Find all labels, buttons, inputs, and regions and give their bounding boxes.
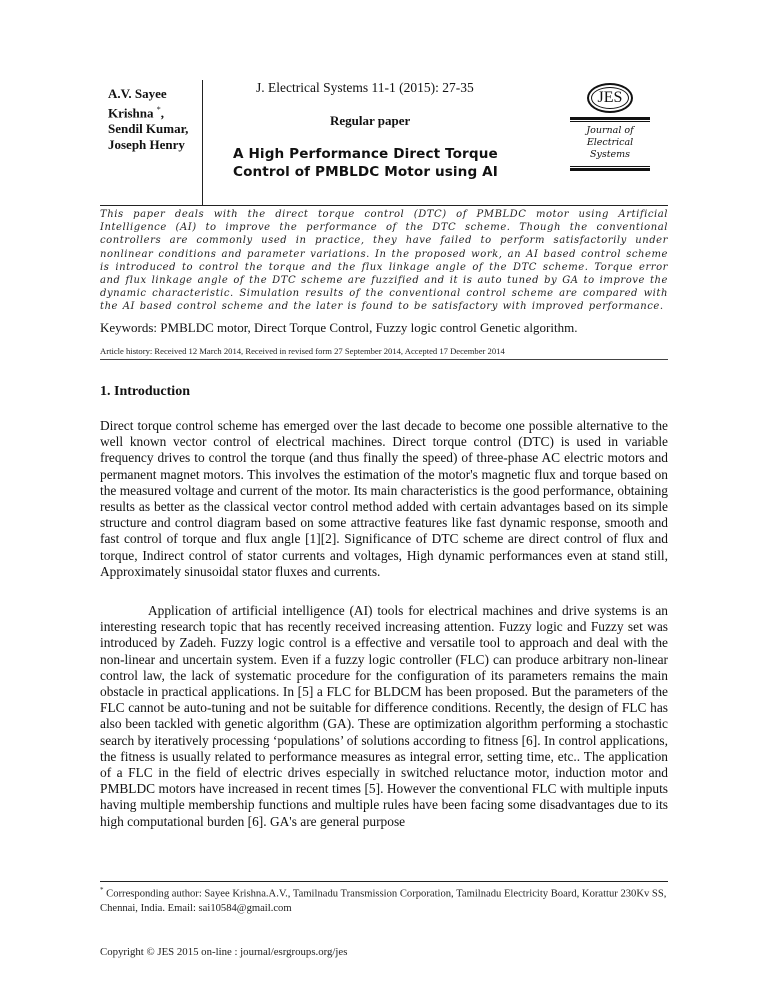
author-line: A.V. Sayee: [108, 86, 167, 101]
header-vertical-divider: [202, 80, 203, 206]
keywords: Keywords: PMBLDC motor, Direct Torque Control, Fuzzy logic control Genetic algorithm.: [100, 320, 578, 335]
section-heading: 1. Introduction: [100, 384, 190, 399]
logo-rule: [570, 166, 650, 167]
logo-text-line: Electrical: [586, 137, 634, 148]
article-history: Article history: Received 12 March 2014, Received in revised form 27 September 2014, Accepted 17 December 2014: [100, 346, 505, 356]
author-list: [108, 86, 203, 153]
footnote-text: Corresponding author: Sayee Krishna.A.V., Tamilnadu Transmission Corporation, Tamilnadu Electricity Board, Korattur 230Kv SS, Chennai, India. Email: sai10584@gmail.com: [100, 888, 667, 914]
footnote-mark: *: [100, 886, 104, 894]
author-line: Joseph Henry: [108, 137, 185, 153]
logo-rule: [570, 117, 650, 120]
paper-title: [233, 145, 533, 181]
logo-rule: [570, 168, 650, 171]
paper-type-label: Regular paper: [330, 113, 411, 128]
copyright-notice: Copyright © JES 2015 on-line : journal/esrgroups.org/jes: [100, 946, 348, 958]
logo-abbrev: JES: [591, 87, 629, 109]
author-separator: ,: [160, 105, 165, 121]
logo-text-line: Systems: [589, 149, 631, 160]
history-rule: [100, 359, 668, 360]
body-paragraph: Direct torque control scheme has emerged over the last decade to become one possible alternative to the well known vector control of electrical machines. Direct torque control (DTC) is used in variable frequency drives to control the torque (and thus finally the speed) of three-phase AC electric motors and permanent magnet motors. This involves the estimation of the motor's magnetic flux and torque based on the measured voltage and current of the motor. Its main characteristics is the good performance, obtaining results as better as the classical vector control method added with certain advantages based on its simple structure and control diagram based on some attractive features like fast dynamic response, smooth and fast control of torque and flux angle [1][2]. Significance of DTC scheme are direct control of flux and torque, Indirect control of stator currents and voltages, High dynamic performances even at stand still, Approximately sinusoidal stator fluxes and currents.: [100, 418, 668, 579]
author-line: Sendil Kumar,: [108, 121, 189, 137]
title-line: A High Performance Direct Torque: [233, 146, 498, 162]
logo-oval-emblem: [587, 83, 633, 113]
footnote-rule: [100, 881, 668, 882]
corresponding-author-mark: *: [156, 105, 161, 114]
footnote: [100, 883, 668, 916]
abstract-text: This paper deals with the direct torque control (DTC) of PMBLDC motor using Artificial Intelligence (AI) to improve the performance of the DTC scheme. Though the conventional controllers are commonly used in practice, they have failed to perform satisfactorily under nonlinear conditions and parameter variations. In the proposed work, an AI based control scheme is introduced to control the torque and the flux linkage angle of the DTC scheme. Torque error and flux linkage angle of the DTC scheme are fuzzified and it is auto tuned by GA to improve the dynamic characteristic. Simulation results of the conventional control scheme are compared with the AI based control scheme and the later is found to be satisfactory with improved performance.: [100, 209, 668, 313]
logo-rule: [570, 121, 650, 122]
title-line: Control of PMBLDC Motor using AI: [233, 164, 498, 180]
journal-reference: J. Electrical Systems 11-1 (2015): 27-35: [256, 80, 474, 95]
author-name: Krishna: [108, 105, 154, 121]
header-horizontal-rule: [100, 205, 668, 206]
journal-logo: [570, 80, 650, 190]
logo-wordmark: [570, 125, 650, 161]
author-line: [108, 102, 203, 121]
body-paragraph: Application of artificial intelligence (AI) tools for electrical machines and drive systems is an interesting research topic that has recently received increasing attention. Fuzzy logic and Fuzzy set was introduced by Zadeh. Fuzzy logic control is a effective and versatile tool to approach and deal with the non-linear and uncertain system. Even if a fuzzy logic controller (FLC) can produce arbitrary non-linear control law, the lack of systematic procedure for the configuration of its parameters remains the main obstacle in practical applications. In [5] a FLC for BLDCM has been proposed. But the parameters of the FLC cannot be auto-tuning and not be suitable for difference conditions. Recently, the design of FLC has also been tackled with genetic algorithm (GA). These are optimization algorithm performing a stochastic search by iteratively processing ‘populations’ of solutions according to fitness [6]. In control applications, the fitness is usually related to performance measures as integral error, setting time, etc.. The application of a FLC in the field of electric drives especially in switched reluctance motor, induction motor and PMBLDC motors have increased in recent times [5]. However the conventional FLC with multiple inputs having multiple membership functions and multiple rules have been facing some disadvantages due to its high computational burden [6]. GA's are general purpose: [100, 603, 668, 829]
logo-text-line: Journal of: [586, 125, 634, 136]
